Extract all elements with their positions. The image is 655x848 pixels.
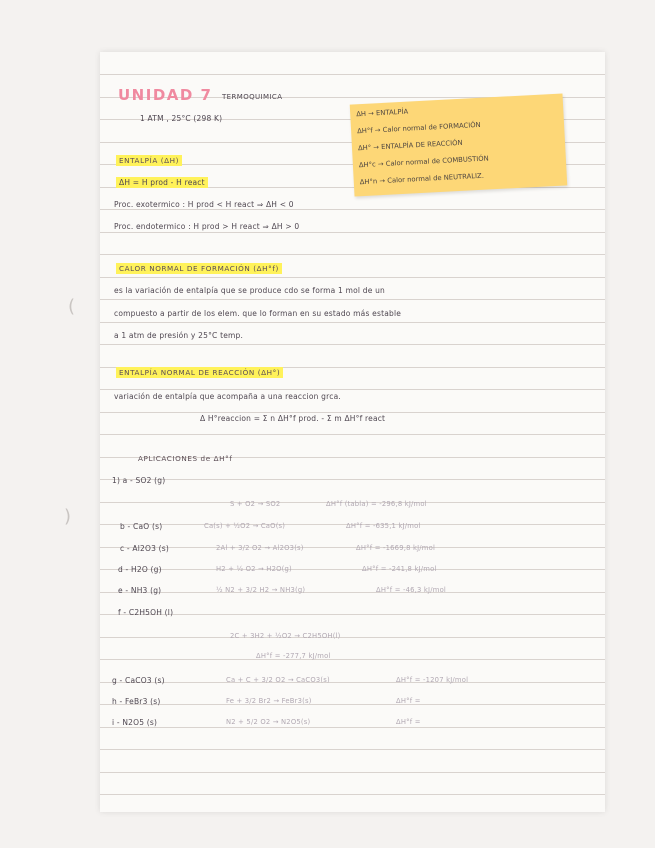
- section-heading-entalpia: ENTALPÍA (ΔH): [116, 156, 182, 165]
- aplicacion-label-h: h - FeBr3 (s): [112, 697, 161, 706]
- aplicacion-reaction-g: Ca + C + 3/2 O2 → CaCO3(s): [226, 676, 330, 684]
- aplicacion-label-b: b - CaO (s): [120, 522, 163, 531]
- binder-hole-icon: ): [64, 506, 72, 527]
- rule-line: [100, 547, 605, 548]
- aplicacion-label-e: e - NH3 (g): [118, 586, 162, 595]
- aplicacion-reaction-b: Ca(s) + ½O2 → CaO(s): [204, 522, 286, 530]
- rule-line: [100, 592, 605, 593]
- rule-line: [100, 637, 605, 638]
- rule-line: [100, 299, 605, 300]
- rule-line: [100, 389, 605, 390]
- rule-line: [100, 614, 605, 615]
- aplicacion-value-b: ΔH°f = -635,1 kJ/mol: [346, 522, 421, 530]
- binder-hole-icon: (: [68, 296, 76, 317]
- legend-line-combustion: ΔH°c → Calor normal de COMBUSTIÓN: [358, 154, 489, 170]
- notebook-page: [100, 52, 605, 812]
- sticky-note-legend: [350, 93, 568, 196]
- rule-line: [100, 772, 605, 773]
- rule-line: [100, 434, 605, 435]
- aplicacion-label-i: i - N2O5 (s): [112, 718, 158, 727]
- aplicacion-label-c: c - Al2O3 (s): [120, 544, 170, 553]
- aplicacion-value-c: ΔH°f = -1669,8 kJ/mol: [356, 544, 436, 552]
- aplicacion-reaction-f: 2C + 3H2 + ½O2 → C2H5OH(l): [230, 632, 341, 640]
- rule-line: [100, 209, 605, 210]
- aplicacion-reaction-d: H2 + ½ O2 → H2O(g): [216, 565, 292, 573]
- section-heading-aplicaciones: APLICACIONES de ΔH°f: [138, 454, 233, 463]
- aplicacion-label-g: g - CaCO3 (s): [112, 676, 165, 685]
- aplicacion-reaction-a: S + O2 → SO2: [230, 500, 281, 508]
- aplicacion-value-e: ΔH°f = -46,3 kJ/mol: [376, 586, 447, 594]
- rule-line: [100, 254, 605, 255]
- rule-line: [100, 659, 605, 660]
- aplicacion-reaction-h: Fe + 3/2 Br2 → FeBr3(s): [226, 697, 312, 705]
- aplicacion-label-f: f - C2H5OH (l): [118, 608, 174, 617]
- aplicacion-value-g: ΔH°f = -1207 kJ/mol: [396, 676, 469, 684]
- rule-line: [100, 727, 605, 728]
- rule-line: [100, 344, 605, 345]
- reaccion-formula: Δ H°reaccion = Σ n ΔH°f prod. - Σ m ΔH°f react: [200, 414, 386, 423]
- rule-line: [100, 232, 605, 233]
- rule-line: [100, 794, 605, 795]
- rule-line: [100, 569, 605, 570]
- legend-line-neutralizacion: ΔH°n → Calor normal de NEUTRALIZ.: [359, 171, 485, 187]
- legend-line-reaccion: ΔH° → ENTALPÍA DE REACCIÓN: [357, 138, 463, 153]
- aplicacion-reaction-e: ½ N2 + 3/2 H2 → NH3(g): [216, 586, 306, 594]
- rule-line: [100, 322, 605, 323]
- aplicacion-value-i: ΔH°f =: [396, 718, 421, 726]
- aplicacion-reaction-c: 2Al + 3/2 O2 → Al2O3(s): [216, 544, 304, 552]
- formacion-line-2: compuesto a partir de los elem. que lo forman en su estado más estable: [114, 309, 402, 318]
- rule-line: [100, 682, 605, 683]
- legend-line-entalpia: ΔH → ENTALPÍA: [356, 107, 409, 119]
- aplicacion-value-a: ΔH°f (tabla) = -296,8 kJ/mol: [326, 500, 427, 508]
- aplicacion-label-d: d - H2O (g): [118, 565, 162, 574]
- page-title: UNIDAD 7: [118, 86, 213, 104]
- rule-line: [100, 277, 605, 278]
- aplicacion-label-a: 1) a - SO2 (g): [112, 476, 166, 485]
- conditions-text: 1 ATM , 25°C (298 K): [140, 114, 223, 123]
- page-subtitle: TERMOQUIMICA: [222, 93, 283, 101]
- endotermico-text: Proc. endotermico : H prod > H react ⇒ ΔH > 0: [114, 222, 300, 231]
- reaccion-definition: variación de entalpía que acompaña a una reaccion grca.: [114, 392, 341, 401]
- formacion-line-1: es la variación de entalpía que se produce cdo se forma 1 mol de un: [114, 286, 386, 295]
- section-heading-formacion: CALOR NORMAL DE FORMACIÓN (ΔH°f): [116, 264, 282, 273]
- entalpia-formula: ΔH = H prod - H react: [116, 178, 208, 187]
- aplicacion-value-d: ΔH°f = -241,8 kJ/mol: [362, 565, 437, 573]
- rule-line: [100, 749, 605, 750]
- aplicacion-value-h: ΔH°f =: [396, 697, 421, 705]
- aplicacion-reaction-i: N2 + 5/2 O2 → N2O5(s): [226, 718, 311, 726]
- legend-line-formacion: ΔH°f → Calor normal de FORMACIÓN: [356, 120, 481, 136]
- aplicacion-value-f: ΔH°f = -277,7 kJ/mol: [256, 652, 331, 660]
- rule-line: [100, 704, 605, 705]
- formacion-line-3: a 1 atm de presión y 25°C temp.: [114, 331, 244, 340]
- section-heading-reaccion: ENTALPÍA NORMAL DE REACCIÓN (ΔH°): [116, 368, 283, 377]
- exotermico-text: Proc. exotermico : H prod < H react ⇒ ΔH < 0: [114, 200, 294, 209]
- rule-line: [100, 74, 605, 75]
- rule-line: [100, 412, 605, 413]
- rule-line: [100, 479, 605, 480]
